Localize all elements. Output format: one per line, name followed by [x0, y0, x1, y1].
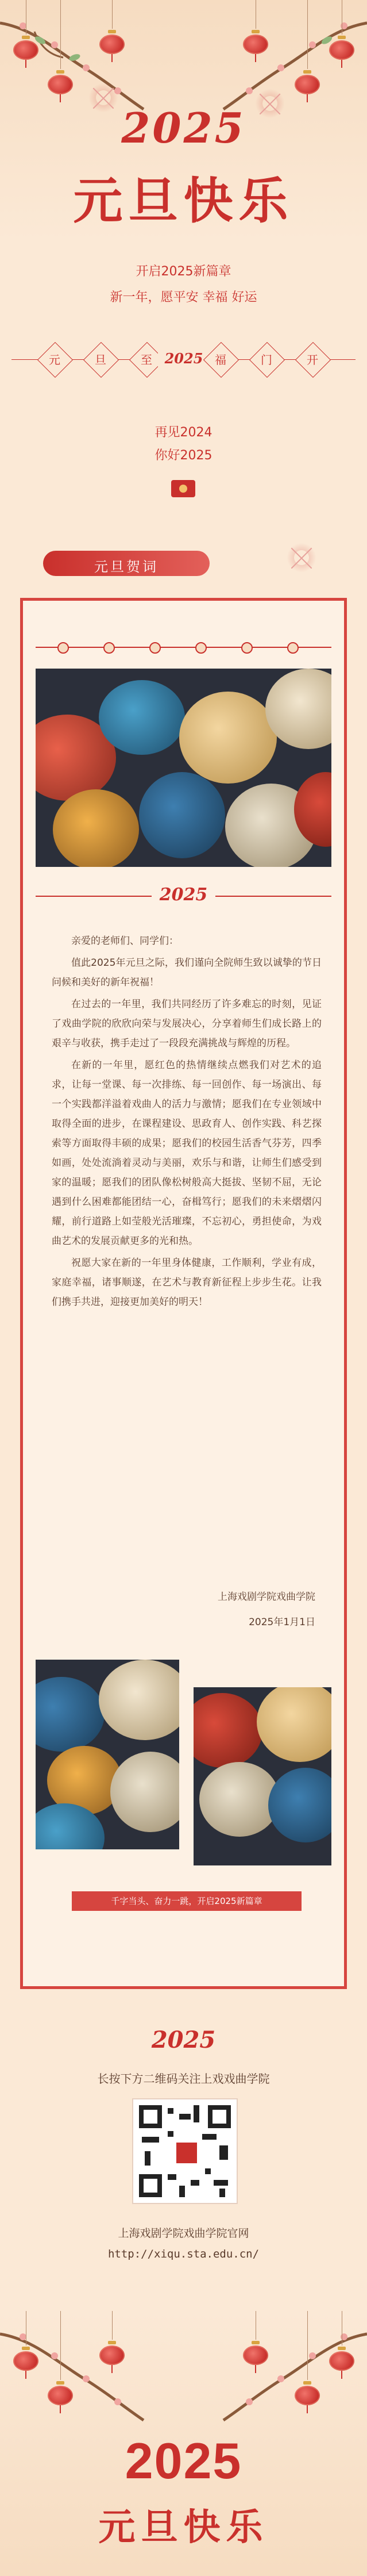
- lantern-icon: [99, 2345, 125, 2365]
- site-url[interactable]: http://xiqu.sta.edu.cn/: [107, 2248, 260, 2260]
- lantern-icon: [329, 40, 354, 60]
- letter-card: [20, 598, 347, 1989]
- decorative-dot: [57, 642, 69, 654]
- section-title: 元旦贺词: [94, 559, 159, 575]
- letter-signature: 上海戏剧学院戏曲学院: [218, 1591, 315, 1603]
- footer-year: 2025: [125, 2432, 242, 2489]
- lantern-string: [307, 0, 308, 69]
- divider-year: 2025: [152, 885, 216, 905]
- letter-body: [52, 931, 322, 1314]
- tag-char: 开: [307, 353, 318, 367]
- letter-paragraph: 在过去的一年里，我们共同经历了许多难忘的时刻，见证了戏曲学院的欣欣向荣与发展决心，分享着师生们成长路上的艰辛与收获，携手走过了一段段充满挑战与辉煌的历程。: [52, 999, 322, 1049]
- lantern-icon: [329, 2351, 354, 2371]
- lantern-photo-small: [194, 1687, 331, 1865]
- qr-code[interactable]: [132, 2098, 238, 2204]
- tag-char: 元: [49, 353, 60, 367]
- tag-char: 福: [215, 353, 226, 367]
- qr-logo-icon: [175, 2141, 199, 2165]
- tag-char: 旦: [95, 353, 106, 367]
- header-year: 2025: [121, 103, 246, 152]
- top-banner: [0, 0, 367, 241]
- intro-line-2: 新一年，愿平安 幸福 好运: [110, 290, 257, 305]
- farewell-line-2: 你好2025: [154, 448, 213, 463]
- red-envelope-icon: [171, 480, 195, 497]
- bottom-year: 2025: [151, 2026, 216, 2053]
- decorative-dot: [241, 642, 253, 654]
- decorative-dot: [103, 642, 115, 654]
- tag-char: 至: [141, 353, 152, 367]
- qr-note: 长按下方二维码关注上戏戏曲学院: [97, 2072, 270, 2086]
- section-header: [20, 546, 347, 581]
- lantern-icon: [48, 2386, 73, 2405]
- decorative-dot: [149, 642, 161, 654]
- site-name: 上海戏剧学院戏曲学院官网: [118, 2227, 249, 2240]
- lantern-icon: [243, 2345, 268, 2365]
- lantern-icon: [13, 2351, 38, 2371]
- letter-salutation: 亲爱的老师们、同学们：: [71, 935, 179, 947]
- tag-char: 门: [261, 353, 272, 367]
- letter-date: 2025年1月1日: [249, 1617, 315, 1628]
- header-title: 元旦快乐: [73, 172, 294, 230]
- lantern-photo-small: [36, 1660, 179, 1849]
- intro-line-1: 开启2025新篇章: [136, 264, 231, 279]
- tag-row: [0, 342, 367, 377]
- lantern-string: [112, 2311, 113, 2340]
- lantern-string: [307, 2311, 308, 2380]
- footer-title: 元旦快乐: [98, 2506, 269, 2549]
- tag-year: 2025: [158, 350, 210, 367]
- lantern-icon: [48, 75, 73, 94]
- farewell-line-1: 再见2024: [154, 425, 213, 440]
- lantern-icon: [295, 2386, 320, 2405]
- letter-paragraph: 在新的一年里，愿红色的热情继续点燃我们对艺术的追求，让每一堂课、每一次排练、每一回创作、每一场演出、每一个实践都洋溢着戏曲人的活力与激情；愿我们在专业领域中取得全面的进步，在课程建设、思政育人、创作实践、科艺探索等方面取得丰硕的成果；愿我们的校园生活香气芬芳，四季如画，处处流淌着灵动与美丽，欢乐与和谐，让师生们感受到家的温暖；愿我们的团队像松树般高大挺拔、坚韧不屈，无论遇到什么困难都能团结一心，奋楫笃行；愿我们的未来熠熠闪耀，前行道路上如莹般光活璀璨，不忘初心，勇担使命，为戏曲艺术的发展贡献更多的光和热。: [52, 1059, 322, 1247]
- lantern-string: [60, 2311, 61, 2380]
- firework-icon: [284, 540, 319, 575]
- lantern-icon: [13, 40, 38, 60]
- lantern-photo: [36, 669, 331, 867]
- footer-banner: [0, 2311, 367, 2576]
- lantern-string: [112, 0, 113, 29]
- lantern-icon: [295, 75, 320, 94]
- letter-paragraph: 值此2025年元旦之际，我们谨向全院师生致以诚挚的节日问候和美好的新年祝福！: [52, 957, 322, 988]
- lantern-icon: [243, 34, 268, 54]
- lantern-icon: [99, 34, 125, 54]
- decorative-dot: [195, 642, 207, 654]
- lantern-string: [60, 0, 61, 69]
- decorative-dot: [287, 642, 299, 654]
- photo-caption: 千字当头、奋力一跳，开启2025新篇章: [72, 1891, 302, 1911]
- letter-paragraph: 祝愿大家在新的一年里身体健康，工作顺利，学业有成，家庭幸福，诸事顺遂，在艺术与教育新征程上步步生花。让我们携手共进，迎接更加美好的明天！: [52, 1257, 322, 1308]
